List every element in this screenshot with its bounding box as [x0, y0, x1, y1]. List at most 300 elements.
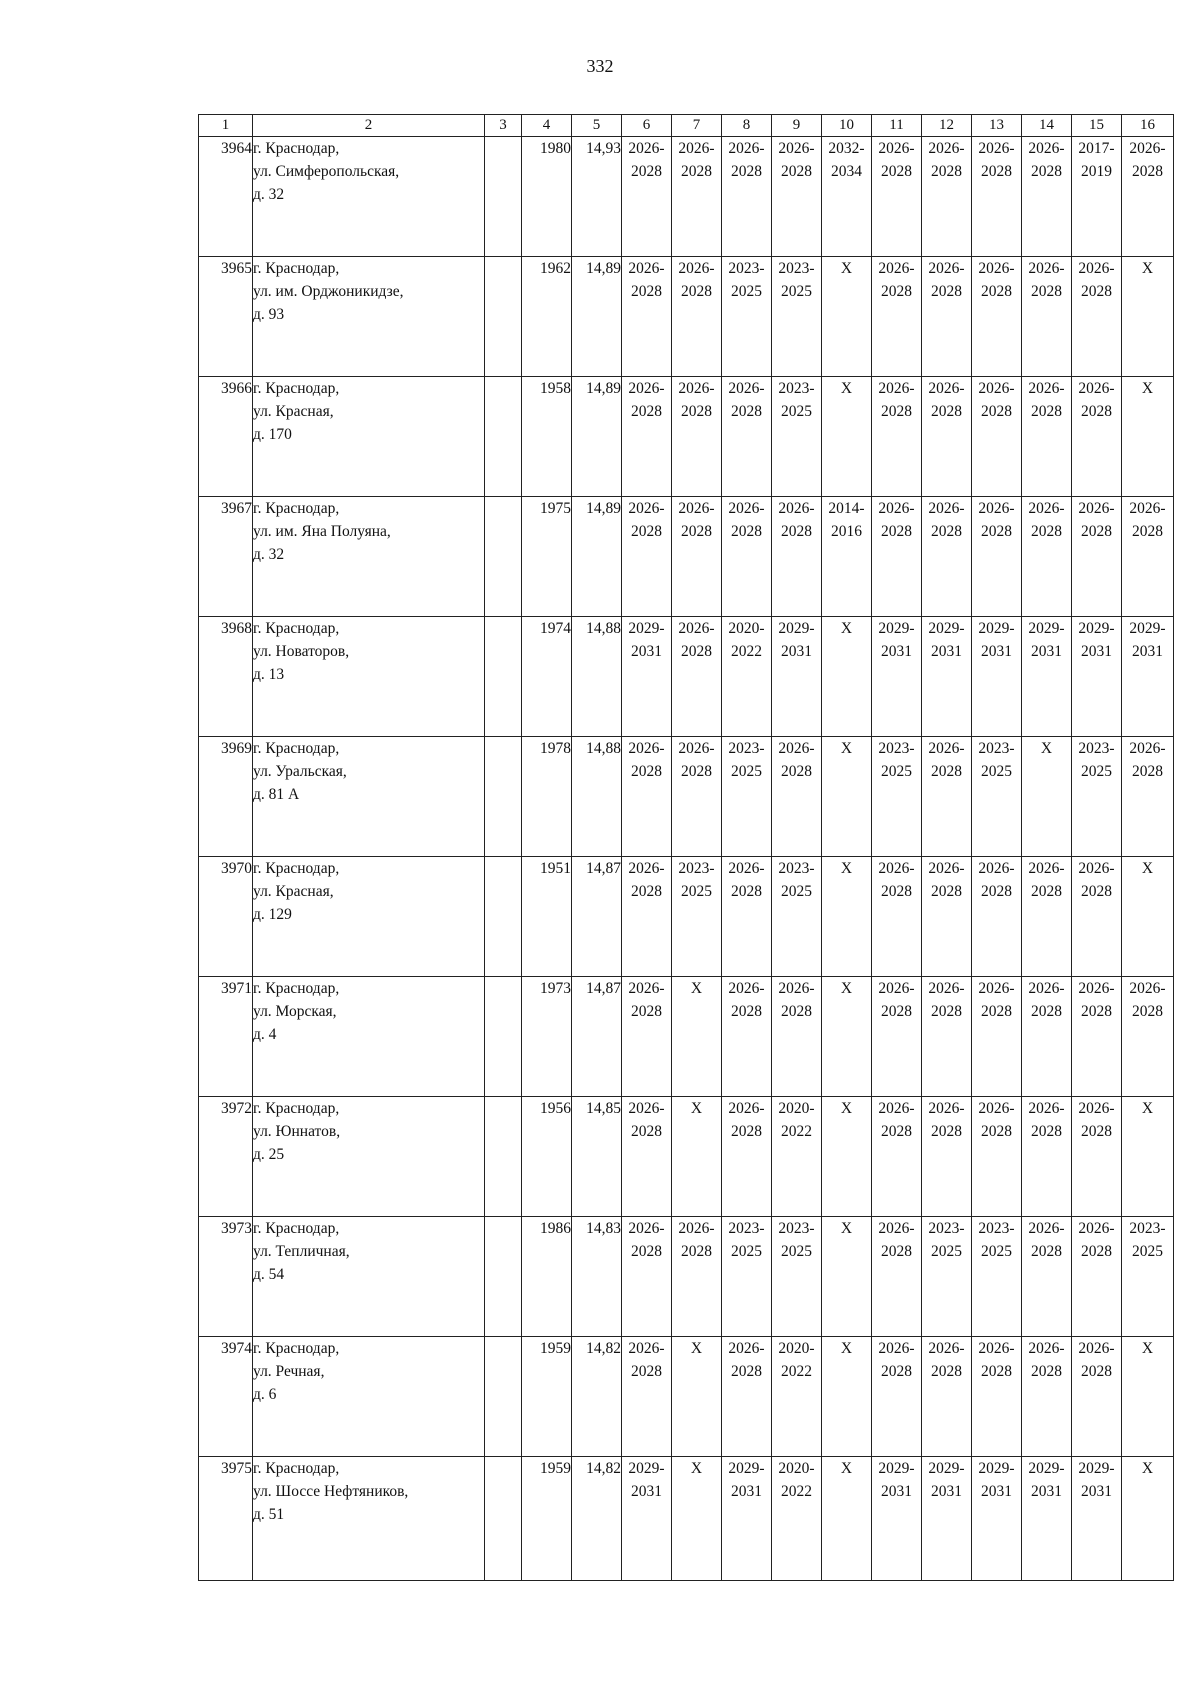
- period-part: 2026-: [678, 620, 715, 637]
- period-cell: [822, 1217, 872, 1337]
- period-part: 2026-: [878, 260, 915, 277]
- period-cell: [972, 137, 1022, 257]
- period-cell: [822, 737, 872, 857]
- period-part: 2026-: [728, 1100, 765, 1117]
- address-line: ул. Шоссе Нефтяников,: [253, 1483, 409, 1500]
- period-cell: [872, 737, 922, 857]
- period-part: 2026-: [628, 860, 665, 877]
- period-part: 2026-: [628, 980, 665, 997]
- empty-cell: [485, 257, 522, 377]
- period-part: 2028: [1081, 1243, 1112, 1260]
- period-part: 2026-: [928, 500, 965, 517]
- period-cell: [1072, 737, 1122, 857]
- period-part: 2022: [781, 1363, 812, 1380]
- period-part: 2023-: [878, 740, 915, 757]
- not-applicable-mark: Х: [690, 1340, 703, 1357]
- period-cell: [822, 617, 872, 737]
- period-part: 2026-: [1028, 1100, 1065, 1117]
- period-part: 2025: [731, 1243, 762, 1260]
- not-applicable-mark: Х: [690, 980, 703, 997]
- empty-cell: [485, 1457, 522, 1581]
- period-part: 2028: [631, 283, 662, 300]
- value-cell: 14,87: [572, 977, 622, 1097]
- period-cell: [1122, 617, 1174, 737]
- period-part: 2029-: [628, 620, 665, 637]
- period-part: 2031: [981, 643, 1012, 660]
- period-part: 2028: [731, 163, 762, 180]
- period-part: 2026-: [878, 860, 915, 877]
- value-cell: 14,89: [572, 497, 622, 617]
- period-cell: [972, 497, 1022, 617]
- period-part: 2026-: [678, 140, 715, 157]
- period-cell: [822, 377, 872, 497]
- period-part: 2029-: [1078, 1460, 1115, 1477]
- table-row: [199, 1337, 1174, 1457]
- period-part: 2026-: [1028, 1220, 1065, 1237]
- period-part: 2028: [1081, 1003, 1112, 1020]
- period-part: 2028: [781, 163, 812, 180]
- period-part: 2028: [631, 1363, 662, 1380]
- empty-cell: [485, 977, 522, 1097]
- period-part: 2031: [1132, 643, 1163, 660]
- period-part: 2025: [781, 283, 812, 300]
- period-part: 2026-: [628, 140, 665, 157]
- not-applicable-mark: Х: [840, 1340, 853, 1357]
- not-applicable-mark: Х: [1141, 380, 1154, 397]
- period-part: 2026-: [1078, 1100, 1115, 1117]
- period-cell: [922, 977, 972, 1097]
- period-part: 2026-: [1028, 1340, 1065, 1357]
- period-cell: [972, 617, 1022, 737]
- period-part: 2028: [881, 1003, 912, 1020]
- period-part: 2028: [681, 1243, 712, 1260]
- not-applicable-mark: Х: [840, 860, 853, 877]
- period-cell: [972, 977, 1022, 1097]
- period-cell: [872, 257, 922, 377]
- row-number: 3972: [199, 1097, 253, 1217]
- period-part: 2028: [731, 1123, 762, 1140]
- period-part: 2028: [1081, 883, 1112, 900]
- period-cell: [1072, 1217, 1122, 1337]
- period-cell: [872, 977, 922, 1097]
- period-part: 2029-: [728, 1460, 765, 1477]
- period-cell: [772, 977, 822, 1097]
- empty-cell: [485, 1337, 522, 1457]
- address-line: д. 129: [253, 906, 292, 923]
- column-header: 9: [772, 115, 822, 137]
- period-part: 2025: [981, 763, 1012, 780]
- period-cell: [672, 377, 722, 497]
- period-part: 2028: [1081, 283, 1112, 300]
- value-cell: 14,89: [572, 257, 622, 377]
- period-part: 2031: [881, 643, 912, 660]
- table-row: [199, 497, 1174, 617]
- period-part: 2028: [881, 1123, 912, 1140]
- period-cell: [722, 737, 772, 857]
- period-cell: [772, 1097, 822, 1217]
- period-cell: [772, 1217, 822, 1337]
- period-part: 2028: [681, 643, 712, 660]
- period-part: 2023-: [928, 1220, 965, 1237]
- period-cell: [922, 737, 972, 857]
- period-part: 2026-: [628, 740, 665, 757]
- address-line: д. 13: [253, 666, 285, 683]
- period-cell: [1072, 857, 1122, 977]
- period-cell: [772, 137, 822, 257]
- period-cell: [672, 617, 722, 737]
- period-part: 2023-: [778, 860, 815, 877]
- not-applicable-mark: Х: [1141, 1100, 1154, 1117]
- period-part: 2022: [781, 1123, 812, 1140]
- address-line: д. 32: [253, 186, 285, 203]
- period-part: 2026-: [928, 140, 965, 157]
- period-part: 2026-: [628, 380, 665, 397]
- address-line: ул. Уральская,: [253, 763, 347, 780]
- address-line: д. 93: [253, 306, 285, 323]
- period-part: 2028: [631, 883, 662, 900]
- address-line: д. 51: [253, 1506, 285, 1523]
- year-cell: 1951: [522, 857, 572, 977]
- period-part: 2026-: [1028, 380, 1065, 397]
- period-part: 2026-: [678, 1220, 715, 1237]
- period-cell: [1022, 617, 1072, 737]
- period-cell: [1122, 737, 1174, 857]
- period-part: 2028: [931, 403, 962, 420]
- address-line: д. 25: [253, 1146, 285, 1163]
- period-cell: [1122, 257, 1174, 377]
- period-part: 2028: [681, 403, 712, 420]
- period-cell: [622, 617, 672, 737]
- table-row: [199, 857, 1174, 977]
- period-part: 2028: [931, 883, 962, 900]
- period-cell: [1122, 857, 1174, 977]
- period-cell: [722, 1097, 772, 1217]
- period-cell: [822, 977, 872, 1097]
- address-line: д. 81 А: [253, 786, 300, 803]
- period-cell: [672, 497, 722, 617]
- period-part: 2026-: [978, 1340, 1015, 1357]
- period-part: 2028: [631, 163, 662, 180]
- not-applicable-mark: Х: [840, 1460, 853, 1477]
- period-part: 2026-: [628, 500, 665, 517]
- address-line: д. 54: [253, 1266, 285, 1283]
- period-part: 2025: [981, 1243, 1012, 1260]
- address-cell: [253, 377, 485, 497]
- table-row: [199, 617, 1174, 737]
- value-cell: 14,88: [572, 737, 622, 857]
- period-cell: [772, 857, 822, 977]
- period-part: 2031: [1081, 643, 1112, 660]
- period-part: 2028: [631, 763, 662, 780]
- period-part: 2028: [981, 523, 1012, 540]
- row-number: 3969: [199, 737, 253, 857]
- period-part: 2026-: [978, 1100, 1015, 1117]
- row-number: 3973: [199, 1217, 253, 1337]
- period-part: 2026-: [1078, 500, 1115, 517]
- period-cell: [1072, 1097, 1122, 1217]
- period-cell: [772, 1337, 822, 1457]
- period-part: 2028: [981, 283, 1012, 300]
- row-number: 3974: [199, 1337, 253, 1457]
- period-cell: [672, 1457, 722, 1581]
- address-line: д. 170: [253, 426, 292, 443]
- period-cell: [1022, 377, 1072, 497]
- period-part: 2026-: [1078, 380, 1115, 397]
- row-number: 3970: [199, 857, 253, 977]
- row-number: 3966: [199, 377, 253, 497]
- period-part: 2025: [881, 763, 912, 780]
- address-cell: [253, 1097, 485, 1217]
- address-line: ул. Морская,: [253, 1003, 337, 1020]
- period-part: 2028: [931, 283, 962, 300]
- address-line: г. Краснодар,: [253, 1460, 340, 1477]
- period-part: 2025: [681, 883, 712, 900]
- period-part: 2026-: [678, 380, 715, 397]
- period-part: 2028: [881, 523, 912, 540]
- header-row: [199, 115, 1174, 137]
- period-part: 2028: [931, 163, 962, 180]
- period-part: 2028: [681, 163, 712, 180]
- address-line: ул. им. Яна Полуяна,: [253, 523, 391, 540]
- period-part: 2029-: [978, 620, 1015, 637]
- period-part: 2028: [681, 523, 712, 540]
- address-cell: [253, 1457, 485, 1581]
- period-cell: [1072, 1457, 1122, 1581]
- period-part: 2026-: [1129, 500, 1166, 517]
- empty-cell: [485, 137, 522, 257]
- period-part: 2029-: [878, 1460, 915, 1477]
- period-cell: [672, 1337, 722, 1457]
- period-part: 2031: [631, 1483, 662, 1500]
- buildings-table: [198, 114, 1174, 1581]
- period-part: 2028: [1031, 403, 1062, 420]
- period-cell: [722, 257, 772, 377]
- period-part: 2026-: [728, 500, 765, 517]
- period-part: 2028: [981, 403, 1012, 420]
- column-header: 6: [622, 115, 672, 137]
- period-cell: [822, 497, 872, 617]
- period-part: 2026-: [928, 740, 965, 757]
- period-cell: [972, 857, 1022, 977]
- period-cell: [872, 377, 922, 497]
- period-cell: [1072, 137, 1122, 257]
- address-cell: [253, 977, 485, 1097]
- period-part: 2026-: [878, 1340, 915, 1357]
- period-part: 2028: [1132, 163, 1163, 180]
- period-cell: [622, 977, 672, 1097]
- address-cell: [253, 137, 485, 257]
- period-cell: [922, 1217, 972, 1337]
- empty-cell: [485, 617, 522, 737]
- period-part: 2025: [931, 1243, 962, 1260]
- period-part: 2026-: [778, 140, 815, 157]
- period-part: 2026-: [1078, 980, 1115, 997]
- year-cell: 1962: [522, 257, 572, 377]
- not-applicable-mark: Х: [840, 260, 853, 277]
- period-part: 2023-: [678, 860, 715, 877]
- period-part: 2028: [731, 883, 762, 900]
- period-part: 2026-: [1028, 860, 1065, 877]
- period-cell: [722, 857, 772, 977]
- address-cell: [253, 857, 485, 977]
- not-applicable-mark: Х: [840, 380, 853, 397]
- value-cell: 14,88: [572, 617, 622, 737]
- period-part: 2025: [731, 763, 762, 780]
- period-cell: [722, 497, 772, 617]
- row-number: 3967: [199, 497, 253, 617]
- period-cell: [922, 857, 972, 977]
- period-part: 2031: [931, 643, 962, 660]
- period-cell: [722, 1337, 772, 1457]
- period-part: 2023-: [728, 260, 765, 277]
- not-applicable-mark: Х: [840, 620, 853, 637]
- period-cell: [1122, 1457, 1174, 1581]
- period-cell: [822, 1337, 872, 1457]
- address-cell: [253, 257, 485, 377]
- period-cell: [922, 1097, 972, 1217]
- row-number: 3968: [199, 617, 253, 737]
- period-part: 2026-: [1078, 1340, 1115, 1357]
- period-part: 2026-: [628, 1340, 665, 1357]
- period-cell: [922, 617, 972, 737]
- address-line: ул. Речная,: [253, 1363, 325, 1380]
- empty-cell: [485, 1097, 522, 1217]
- period-part: 2023-: [778, 260, 815, 277]
- period-part: 2026-: [978, 860, 1015, 877]
- period-part: 2023-: [778, 1220, 815, 1237]
- period-part: 2020-: [778, 1100, 815, 1117]
- period-cell: [622, 497, 672, 617]
- period-part: 2028: [931, 523, 962, 540]
- period-cell: [872, 1337, 922, 1457]
- period-part: 2026-: [1129, 980, 1166, 997]
- period-cell: [622, 137, 672, 257]
- period-part: 2028: [931, 1363, 962, 1380]
- period-cell: [922, 257, 972, 377]
- period-cell: [672, 977, 722, 1097]
- period-part: 2031: [931, 1483, 962, 1500]
- table-body: [199, 137, 1174, 1581]
- period-part: 2020-: [778, 1460, 815, 1477]
- period-cell: [672, 1217, 722, 1337]
- column-header: 12: [922, 115, 972, 137]
- period-cell: [722, 137, 772, 257]
- value-cell: 14,85: [572, 1097, 622, 1217]
- period-part: 2026-: [778, 740, 815, 757]
- period-part: 2026-: [978, 140, 1015, 157]
- value-cell: 14,82: [572, 1457, 622, 1581]
- period-part: 2025: [731, 283, 762, 300]
- period-cell: [622, 377, 672, 497]
- period-part: 2031: [1031, 1483, 1062, 1500]
- period-part: 2031: [1031, 643, 1062, 660]
- empty-cell: [485, 377, 522, 497]
- table-row: [199, 1217, 1174, 1337]
- address-line: г. Краснодар,: [253, 860, 340, 877]
- period-part: 2026-: [778, 980, 815, 997]
- year-cell: 1986: [522, 1217, 572, 1337]
- value-cell: 14,82: [572, 1337, 622, 1457]
- period-part: 2029-: [978, 1460, 1015, 1477]
- column-header: 13: [972, 115, 1022, 137]
- period-cell: [972, 737, 1022, 857]
- period-part: 2028: [931, 1123, 962, 1140]
- period-cell: [672, 1097, 722, 1217]
- period-cell: [1022, 1337, 1072, 1457]
- period-part: 2026-: [978, 260, 1015, 277]
- period-part: 2026-: [928, 380, 965, 397]
- year-cell: 1974: [522, 617, 572, 737]
- column-header: 7: [672, 115, 722, 137]
- period-part: 2032-: [828, 140, 865, 157]
- period-cell: [1122, 1097, 1174, 1217]
- period-part: 2028: [1081, 1123, 1112, 1140]
- table-row: [199, 257, 1174, 377]
- address-cell: [253, 617, 485, 737]
- period-cell: [622, 737, 672, 857]
- not-applicable-mark: Х: [840, 980, 853, 997]
- period-part: 2026-: [1028, 980, 1065, 997]
- year-cell: 1973: [522, 977, 572, 1097]
- period-cell: [722, 377, 772, 497]
- column-header: 10: [822, 115, 872, 137]
- column-header: 4: [522, 115, 572, 137]
- period-part: 2026-: [1078, 1220, 1115, 1237]
- address-line: ул. Симферопольская,: [253, 163, 400, 180]
- address-cell: [253, 497, 485, 617]
- period-cell: [972, 1097, 1022, 1217]
- address-line: ул. Красная,: [253, 403, 334, 420]
- period-cell: [872, 857, 922, 977]
- address-line: г. Краснодар,: [253, 500, 340, 517]
- address-line: г. Краснодар,: [253, 740, 340, 757]
- not-applicable-mark: Х: [1040, 740, 1053, 757]
- period-part: 2023-: [978, 740, 1015, 757]
- period-part: 2028: [881, 1363, 912, 1380]
- not-applicable-mark: Х: [1141, 1460, 1154, 1477]
- period-part: 2031: [631, 643, 662, 660]
- period-part: 2026-: [628, 260, 665, 277]
- not-applicable-mark: Х: [690, 1460, 703, 1477]
- period-cell: [1022, 1097, 1072, 1217]
- period-cell: [1072, 377, 1122, 497]
- empty-cell: [485, 497, 522, 617]
- period-part: 2028: [781, 763, 812, 780]
- period-cell: [822, 1097, 872, 1217]
- period-part: 2028: [981, 1123, 1012, 1140]
- period-part: 2026-: [878, 380, 915, 397]
- period-cell: [722, 977, 772, 1097]
- period-part: 2022: [781, 1483, 812, 1500]
- period-part: 2028: [881, 163, 912, 180]
- period-part: 2028: [1132, 763, 1163, 780]
- period-part: 2026-: [928, 980, 965, 997]
- period-cell: [722, 1217, 772, 1337]
- value-cell: 14,83: [572, 1217, 622, 1337]
- column-header: 2: [253, 115, 485, 137]
- period-part: 2028: [681, 283, 712, 300]
- period-part: 2028: [631, 523, 662, 540]
- period-cell: [772, 257, 822, 377]
- period-cell: [1122, 1337, 1174, 1457]
- address-line: д. 4: [253, 1026, 277, 1043]
- year-cell: 1980: [522, 137, 572, 257]
- period-part: 2028: [781, 523, 812, 540]
- address-line: ул. Красная,: [253, 883, 334, 900]
- period-part: 2026-: [728, 980, 765, 997]
- row-number: 3964: [199, 137, 253, 257]
- period-part: 2028: [1031, 523, 1062, 540]
